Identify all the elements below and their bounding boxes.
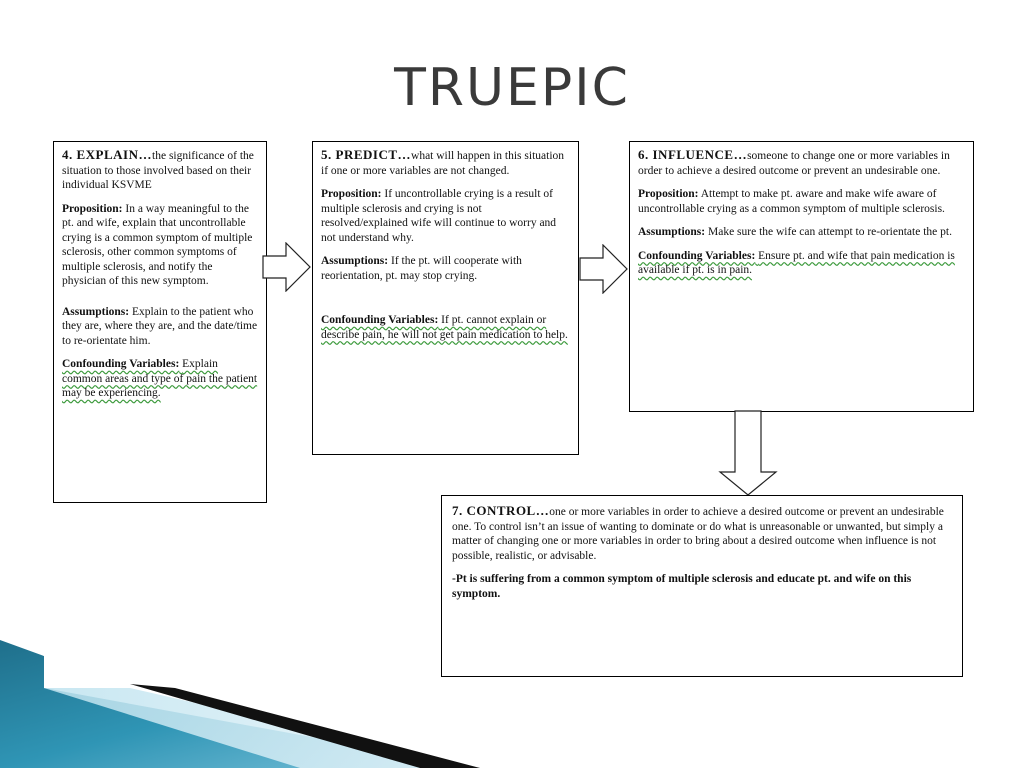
influence-confounding-paragraph (638, 249, 965, 278)
predict-confounding-paragraph (321, 313, 570, 342)
explain-heading: 4. EXPLAIN… (62, 147, 153, 162)
influence-proposition-text: Attempt to make pt. aware and make wife aware of uncontrollable crying as a common symptom of multiple sclerosis. (638, 188, 945, 215)
predict-intro: what will happen in this situation if one or more variables are not changed. (321, 150, 565, 177)
explain-confounding-label: Confounding Variables: (62, 358, 180, 370)
influence-assumptions-text: Make sure the wife can attempt to re-orientate the pt. (707, 226, 952, 238)
predict-confounding-text: If pt. cannot explain or describe pain, he will not get pain medication to help. (321, 314, 568, 341)
influence-intro-paragraph (638, 148, 965, 178)
predict-heading: 5. PREDICT… (321, 147, 412, 162)
explain-assumptions-label: Assumptions: (62, 305, 130, 318)
explain-confounding-text: Explain common areas and type of pain the patient may be experiencing. (62, 358, 258, 399)
influence-confounding-text: Ensure pt. and wife that pain medication is available if pt. is in pain. (638, 249, 955, 276)
influence-heading: 6. INFLUENCE… (638, 147, 748, 162)
arrow-right-icon (579, 244, 629, 294)
control-action-paragraph: -Pt is suffering from a common symptom of multiple sclerosis and educate pt. and wife on this symptom. (452, 573, 912, 600)
explain-assumptions-paragraph (62, 305, 258, 349)
slide-corner-decoration (0, 640, 480, 768)
arrow-down-icon (718, 410, 778, 496)
predict-proposition-paragraph (321, 187, 570, 245)
influence-confounding-label: Confounding Variables: (638, 249, 756, 262)
predict-box (312, 141, 579, 455)
explain-box (53, 141, 267, 503)
influence-proposition-label: Proposition: (638, 188, 699, 200)
predict-proposition-label: Proposition: (321, 188, 382, 200)
influence-assumptions-label: Assumptions: (638, 226, 706, 238)
influence-intro: someone to change one or more variables in order to achieve a desired outcome or prevent an undesirable one. (638, 150, 950, 177)
predict-confounding-label: Confounding Variables: (321, 314, 439, 326)
predict-assumptions-label: Assumptions: (321, 255, 389, 267)
control-intro-paragraph (452, 504, 952, 563)
control-intro: one or more variables in order to achieve a desired outcome or prevent an undesirable one. To control isn’t an issue of wanting to dominate or do what is unreasonable or unwanted, but simply a matter of changing one or more variables in order to bring about a desired outcome when influence is not possible, realistic, or advisable. (452, 506, 944, 562)
explain-assumptions-text: Explain to the patient who they are, where they are, and the date/time to re-orientate him. (62, 305, 258, 347)
slide-title: TRUEPIC (394, 58, 630, 118)
explain-intro-paragraph (62, 148, 258, 193)
explain-intro: the significance of the situation to those involved based on their individual KSVME (62, 150, 254, 191)
predict-assumptions-paragraph (321, 254, 570, 283)
influence-proposition-paragraph (638, 187, 965, 216)
explain-proposition-text: In a way meaningful to the pt. and wife, explain that uncontrollable crying is a common symptom of multiple sclerosis, other common symptoms of multiple sclerosis, and notify the physician of this new symptom. (62, 202, 253, 287)
explain-proposition-label: Proposition: (62, 202, 123, 215)
control-heading: 7. CONTROL… (452, 503, 550, 518)
influence-box (629, 141, 974, 412)
arrow-right-icon (262, 242, 312, 292)
explain-proposition-paragraph (62, 202, 258, 289)
explain-confounding-paragraph (62, 357, 258, 401)
predict-assumptions-text: If the pt. will cooperate with reorientation, pt. may stop crying. (321, 255, 522, 282)
influence-assumptions-paragraph (638, 225, 965, 240)
control-box (441, 495, 963, 677)
predict-intro-paragraph (321, 148, 570, 178)
predict-proposition-text: If uncontrollable crying is a result of multiple sclerosis and crying is not resolved/explained wife will continue to worry and not understand why. (321, 188, 557, 244)
